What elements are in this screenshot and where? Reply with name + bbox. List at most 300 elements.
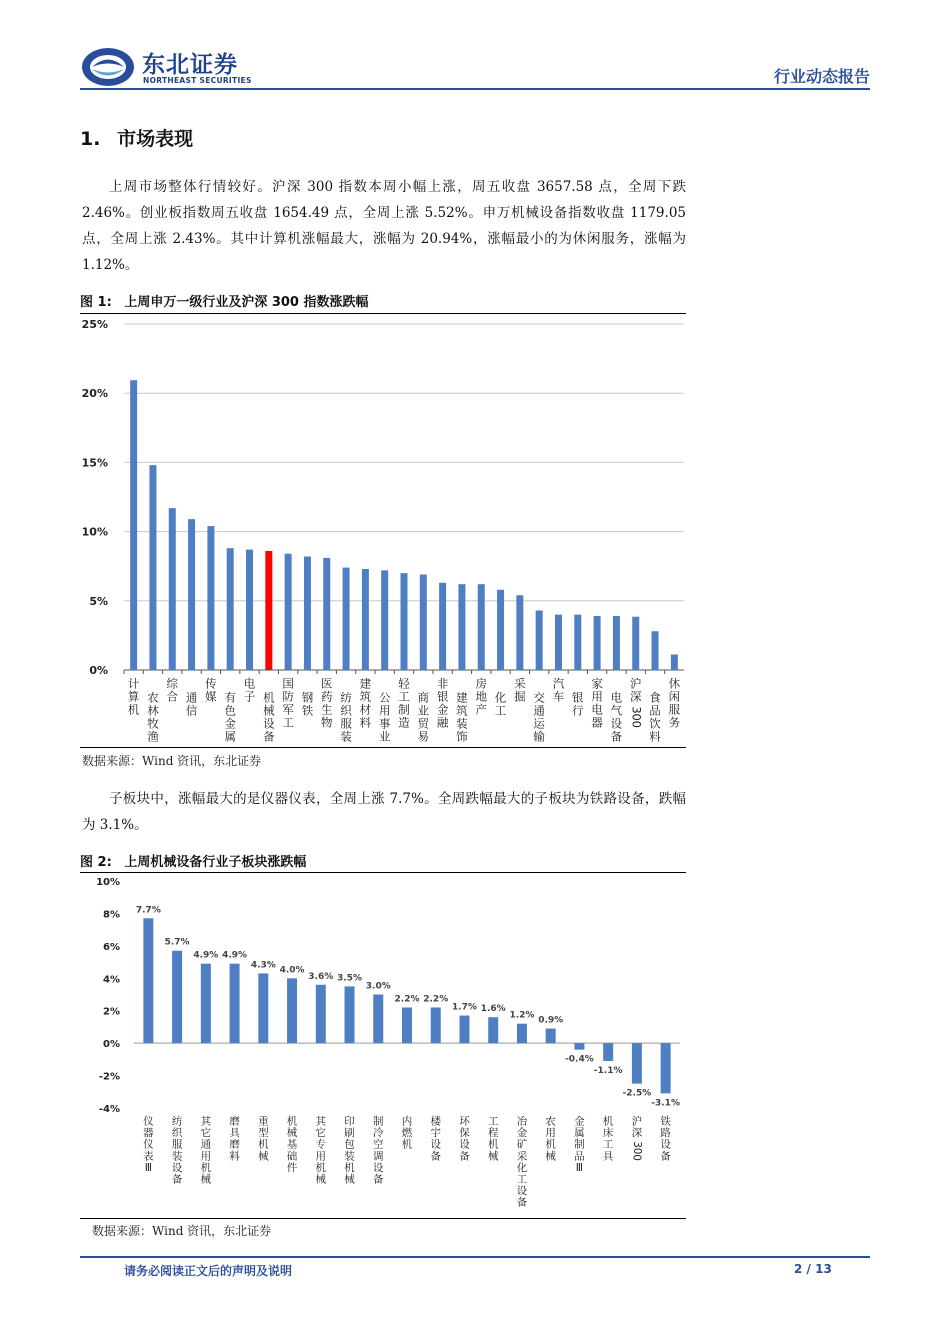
figure1-top-rule	[80, 313, 686, 314]
svg-text:工: 工	[282, 715, 294, 730]
x-tick-label	[459, 1116, 470, 1163]
svg-text:制: 制	[373, 1115, 384, 1128]
svg-text:筑: 筑	[359, 689, 372, 704]
paragraph-market: 上周市场整体行情较好。沪深 300 指数本周小幅上涨，周五收盘 3657.58 点，全周下跌 2.46%。创业板指数周五收盘 1654.49 点，全周上涨 5.52%。申万机械设备指数收盘 1179.05 点，全周上涨 2.43%。其中计算机涨幅最大，涨幅为 20.94%，涨幅最小的为休闲服务，涨幅为 1.12%。	[82, 179, 686, 273]
svg-text:务: 务	[668, 715, 681, 730]
bar	[143, 918, 153, 1043]
svg-text:材: 材	[359, 702, 372, 717]
svg-text:服: 服	[340, 716, 352, 731]
svg-text:机: 机	[602, 1115, 614, 1128]
svg-text:内: 内	[401, 1115, 413, 1128]
figure2-top-rule	[80, 872, 686, 873]
figure2-caption	[80, 851, 306, 870]
bar	[287, 978, 297, 1043]
svg-text:化: 化	[516, 1161, 528, 1174]
svg-text:计: 计	[127, 676, 140, 691]
svg-text:调: 调	[373, 1150, 384, 1163]
svg-text:国: 国	[282, 676, 294, 691]
svg-text:信: 信	[185, 703, 198, 718]
page-number: 2 / 13	[794, 1262, 832, 1276]
svg-text:饮: 饮	[649, 716, 661, 731]
svg-text:包: 包	[344, 1138, 355, 1151]
svg-text:备: 备	[660, 1150, 671, 1163]
bar	[130, 380, 137, 670]
svg-text:装: 装	[171, 1150, 183, 1163]
svg-text:属: 属	[224, 729, 236, 744]
svg-text:属: 属	[574, 1127, 585, 1140]
bar	[613, 616, 620, 670]
header	[0, 0, 950, 95]
svg-text:有: 有	[224, 690, 236, 705]
x-tick-label	[660, 1115, 671, 1163]
y-tick-label: 20%	[81, 387, 108, 401]
svg-text:房: 房	[475, 676, 487, 691]
svg-text:事: 事	[378, 716, 391, 731]
svg-text:饰: 饰	[456, 729, 468, 744]
svg-text:金: 金	[516, 1127, 528, 1140]
y-tick-label: 10%	[81, 525, 108, 539]
logo-text: 东北证券	[142, 52, 238, 78]
svg-text:农: 农	[545, 1115, 556, 1128]
bar	[345, 986, 355, 1043]
svg-text:器: 器	[143, 1127, 154, 1140]
svg-text:Ⅲ: Ⅲ	[144, 1161, 152, 1174]
bar	[207, 526, 214, 670]
svg-text:传: 传	[205, 676, 217, 691]
svg-text:综: 综	[166, 676, 179, 691]
x-tick-label	[629, 677, 643, 728]
bar	[574, 1043, 584, 1049]
footer-divider	[80, 1256, 870, 1258]
bar	[201, 964, 211, 1043]
svg-text:机: 机	[200, 1161, 212, 1174]
figure1-label: 图 1:	[80, 295, 112, 310]
svg-text:行: 行	[572, 703, 584, 718]
x-tick-label	[287, 1115, 298, 1174]
x-tick-label	[533, 691, 545, 744]
bar	[265, 551, 272, 670]
data-label: 5.7%	[164, 937, 190, 948]
data-label: 4.9%	[193, 950, 219, 961]
footer-disclaimer: 请务必阅读正文后的声明及说明	[124, 1264, 293, 1278]
x-tick-label	[302, 691, 314, 718]
svg-text:建: 建	[359, 676, 372, 691]
data-label: -1.1%	[593, 1065, 623, 1076]
subsector-bar-chart	[80, 874, 686, 1218]
svg-text:用: 用	[545, 1127, 556, 1140]
svg-text:纺: 纺	[340, 690, 352, 705]
svg-text:算: 算	[127, 689, 140, 704]
svg-text:药: 药	[321, 689, 333, 704]
svg-text:金: 金	[224, 716, 236, 731]
y-tick-label: 15%	[81, 456, 108, 470]
x-tick-label	[128, 677, 140, 717]
bar	[230, 964, 240, 1043]
figure2-bottom-rule	[80, 1218, 686, 1219]
figure2-source: 数据来源：Wind 资讯，东北证券	[92, 1224, 272, 1238]
svg-text:其: 其	[315, 1115, 327, 1128]
svg-text:掘: 掘	[514, 689, 526, 704]
svg-text:机: 机	[127, 702, 140, 717]
svg-text:空: 空	[373, 1138, 384, 1151]
x-tick-label	[611, 691, 623, 744]
svg-text:械: 械	[263, 703, 275, 718]
svg-text:0: 0	[630, 1147, 643, 1155]
svg-text:械: 械	[344, 1173, 355, 1186]
x-tick-label	[282, 677, 294, 730]
svg-text:机: 机	[344, 1161, 355, 1174]
svg-text:化: 化	[494, 690, 507, 705]
x-tick-label	[321, 677, 333, 730]
svg-text:军: 军	[282, 702, 294, 717]
bar	[546, 1029, 556, 1044]
svg-text:械: 械	[200, 1173, 212, 1186]
bar	[431, 1007, 441, 1043]
svg-text:牧: 牧	[147, 716, 159, 731]
x-tick-label	[545, 1115, 556, 1163]
svg-text:车: 车	[552, 689, 565, 704]
svg-text:机: 机	[263, 690, 275, 705]
svg-text:物: 物	[321, 715, 333, 730]
bar	[632, 617, 639, 670]
svg-text:通: 通	[533, 703, 545, 718]
svg-text:建: 建	[456, 690, 468, 705]
svg-text:合: 合	[166, 689, 179, 704]
svg-text:制: 制	[574, 1138, 585, 1151]
bar	[362, 569, 369, 670]
svg-text:工: 工	[516, 1173, 528, 1186]
bar	[420, 575, 427, 670]
svg-text:设: 设	[459, 1138, 470, 1151]
bar	[603, 1043, 613, 1061]
x-tick-label	[258, 1115, 269, 1163]
x-tick-label	[229, 1115, 240, 1163]
svg-text:用: 用	[591, 689, 603, 704]
data-label: 1.7%	[451, 1002, 477, 1013]
header-divider	[80, 88, 870, 90]
svg-text:生: 生	[321, 702, 333, 717]
svg-text:程: 程	[487, 1127, 499, 1140]
bar	[373, 995, 383, 1044]
svg-text:织: 织	[340, 703, 352, 718]
logo-subtext: NORTHEAST SECURITIES	[143, 76, 252, 85]
bar	[632, 1043, 642, 1084]
svg-text:表: 表	[143, 1150, 154, 1163]
svg-text:运: 运	[533, 716, 545, 731]
svg-text:楼: 楼	[430, 1115, 441, 1128]
bar	[574, 615, 581, 670]
svg-text:仪: 仪	[143, 1115, 154, 1128]
svg-text:械: 械	[545, 1150, 556, 1163]
svg-text:品: 品	[649, 703, 661, 718]
svg-text:电: 电	[591, 702, 603, 717]
figure1-bottom-rule	[80, 747, 686, 748]
bar	[246, 550, 253, 670]
x-tick-label	[205, 677, 217, 704]
svg-text:装: 装	[456, 716, 468, 731]
svg-text:防: 防	[282, 689, 294, 704]
svg-text:服: 服	[171, 1138, 183, 1151]
x-tick-label	[263, 691, 275, 744]
svg-text:0: 0	[629, 720, 644, 728]
data-label: 2.2%	[394, 994, 420, 1005]
bar	[188, 519, 195, 670]
x-tick-label	[495, 691, 507, 718]
svg-text:业: 业	[378, 729, 391, 744]
svg-text:通: 通	[185, 690, 198, 705]
svg-text:磨: 磨	[229, 1138, 240, 1151]
svg-text:保: 保	[459, 1127, 470, 1140]
svg-text:机: 机	[487, 1138, 499, 1151]
bar	[169, 508, 176, 670]
svg-text:备: 备	[430, 1150, 441, 1163]
svg-text:备: 备	[516, 1196, 528, 1209]
svg-text:机: 机	[545, 1138, 556, 1151]
svg-text:设: 设	[263, 716, 275, 731]
bar	[316, 985, 326, 1043]
svg-text:食: 食	[649, 690, 661, 705]
bar	[343, 568, 350, 670]
y-tick-label: 0%	[89, 664, 108, 677]
y-tick-label: -4%	[98, 1104, 120, 1115]
svg-text:医: 医	[321, 676, 333, 691]
svg-text:地: 地	[475, 689, 487, 704]
industry-bar-chart	[80, 316, 686, 746]
svg-text:其: 其	[200, 1115, 212, 1128]
svg-text:深: 深	[631, 1127, 643, 1140]
bar	[458, 584, 465, 670]
svg-text:料: 料	[229, 1150, 240, 1163]
x-tick-label	[147, 691, 159, 744]
svg-text:银: 银	[436, 689, 449, 704]
data-label: 4.3%	[250, 960, 276, 971]
data-label: 3.6%	[308, 971, 334, 982]
data-label: 3.5%	[337, 973, 363, 984]
figure2-title: 上周机械设备行业子板块涨跌幅	[124, 855, 307, 870]
bar	[555, 615, 562, 670]
svg-text:它: 它	[315, 1127, 327, 1140]
svg-text:宇: 宇	[430, 1127, 441, 1140]
svg-text:它: 它	[200, 1127, 212, 1140]
x-tick-label	[186, 691, 198, 718]
bar	[516, 595, 523, 670]
x-tick-label	[224, 691, 236, 744]
bar	[258, 973, 268, 1043]
bar	[172, 951, 182, 1043]
svg-text:气: 气	[610, 703, 623, 718]
svg-text:工: 工	[494, 703, 507, 718]
bar	[652, 631, 659, 670]
svg-text:用: 用	[315, 1150, 327, 1163]
svg-text:料: 料	[649, 729, 661, 744]
svg-text:燃: 燃	[401, 1127, 413, 1140]
svg-text:机: 机	[315, 1161, 327, 1174]
y-tick-label: 0%	[103, 1039, 120, 1051]
x-tick-label	[603, 1115, 614, 1163]
x-tick-label	[631, 1115, 643, 1161]
svg-text:器: 器	[591, 715, 603, 730]
svg-text:装: 装	[344, 1150, 355, 1163]
bar	[401, 573, 408, 670]
svg-text:工: 工	[602, 1138, 614, 1151]
y-tick-label: 10%	[96, 877, 120, 888]
bar	[381, 570, 388, 670]
svg-text:公: 公	[378, 690, 391, 705]
data-label: -2.5%	[622, 1088, 652, 1099]
section-title: 市场表现	[117, 128, 194, 150]
x-tick-label	[402, 1115, 413, 1151]
svg-text:铁: 铁	[660, 1115, 671, 1128]
x-tick-label	[316, 1116, 327, 1186]
svg-text:农: 农	[147, 690, 159, 705]
bar	[439, 583, 446, 670]
svg-text:休: 休	[668, 676, 681, 691]
figure1-caption	[80, 291, 369, 310]
svg-text:备: 备	[263, 729, 275, 744]
x-tick-label	[517, 1115, 528, 1209]
bar	[661, 1043, 671, 1093]
svg-text:沪: 沪	[631, 1115, 643, 1128]
bar	[478, 584, 485, 670]
bar	[227, 548, 234, 670]
x-tick-label	[143, 1115, 154, 1174]
x-tick-label	[475, 677, 487, 717]
svg-text:设: 设	[610, 716, 623, 731]
report-type: 行业动态报告	[773, 67, 870, 86]
x-tick-label	[572, 691, 584, 718]
data-label: 2.2%	[423, 994, 449, 1005]
bar	[671, 654, 678, 670]
x-tick-label	[456, 691, 468, 744]
x-tick-label	[344, 1115, 355, 1186]
svg-text:产: 产	[475, 702, 487, 717]
svg-text:设: 设	[373, 1161, 384, 1174]
y-tick-label: 25%	[81, 318, 108, 331]
svg-text:床: 床	[602, 1127, 614, 1140]
svg-text:机: 机	[258, 1138, 269, 1151]
svg-text:织: 织	[171, 1127, 183, 1140]
svg-text:装: 装	[340, 729, 352, 744]
y-tick-label: -2%	[98, 1071, 120, 1083]
data-label: 1.6%	[480, 1004, 506, 1015]
section-heading	[80, 124, 193, 151]
x-tick-label	[669, 677, 681, 730]
svg-text:电: 电	[243, 676, 256, 691]
svg-text:轻: 轻	[398, 676, 410, 691]
svg-text:机: 机	[286, 1115, 298, 1128]
svg-text:备: 备	[459, 1150, 470, 1163]
svg-text:融: 融	[436, 715, 449, 730]
svg-text:造: 造	[398, 715, 410, 730]
svg-text:制: 制	[398, 702, 410, 717]
svg-text:易: 易	[417, 729, 430, 744]
svg-text:闲: 闲	[668, 689, 681, 704]
x-tick-label	[172, 1115, 183, 1186]
svg-text:刷: 刷	[344, 1127, 355, 1140]
figure2-label: 图 2:	[80, 855, 112, 870]
svg-text:重: 重	[258, 1115, 269, 1128]
y-tick-label: 6%	[103, 941, 120, 953]
svg-text:采: 采	[514, 676, 526, 691]
x-tick-label	[418, 691, 430, 744]
svg-text:商: 商	[417, 690, 430, 705]
x-tick-label	[379, 691, 391, 744]
x-tick-label	[591, 677, 603, 730]
svg-text:筑: 筑	[456, 703, 468, 718]
svg-text:械: 械	[487, 1150, 499, 1163]
svg-text:件: 件	[286, 1161, 298, 1174]
svg-text:3: 3	[629, 706, 644, 714]
svg-text:品: 品	[574, 1150, 585, 1163]
svg-text:环: 环	[459, 1115, 470, 1128]
y-tick-label: 5%	[89, 594, 108, 608]
x-tick-label	[167, 677, 179, 704]
svg-text:础: 础	[286, 1150, 298, 1163]
svg-text:路: 路	[660, 1127, 671, 1140]
data-label: -3.1%	[651, 1098, 680, 1109]
x-tick-label	[437, 677, 449, 730]
svg-text:基: 基	[286, 1138, 298, 1151]
svg-text:铁: 铁	[301, 703, 314, 718]
bar	[459, 1016, 469, 1044]
y-tick-label: 8%	[103, 909, 120, 921]
bar	[536, 610, 543, 670]
svg-text:交: 交	[533, 690, 545, 705]
data-label: 4.9%	[222, 950, 248, 961]
data-label: 7.7%	[135, 905, 161, 916]
bar	[285, 554, 292, 670]
svg-text:设: 设	[516, 1185, 528, 1198]
svg-text:备: 备	[373, 1173, 384, 1186]
paragraph-subsector: 子板块中，涨幅最大的是仪器仪表，全周上涨 7.7%。全周跌幅最大的子板块为铁路设备，跌幅为 3.1%。	[82, 791, 686, 833]
svg-text:纺: 纺	[171, 1115, 183, 1128]
bar	[304, 557, 311, 670]
svg-text:子: 子	[243, 689, 256, 704]
data-label: 0.9%	[538, 1015, 564, 1026]
svg-text:仪: 仪	[143, 1138, 154, 1151]
x-tick-label	[514, 677, 526, 704]
y-tick-label: 4%	[103, 974, 120, 986]
data-label: 4.0%	[279, 965, 305, 976]
svg-text:用: 用	[378, 703, 391, 718]
svg-text:银: 银	[572, 690, 584, 705]
svg-text:林: 林	[147, 703, 159, 718]
svg-text:汽: 汽	[552, 676, 565, 691]
figure1-source: 数据来源：Wind 资讯，东北证券	[82, 754, 262, 768]
bar	[402, 1007, 412, 1043]
svg-text:设: 设	[171, 1161, 183, 1174]
svg-text:械: 械	[258, 1150, 269, 1163]
svg-text:专: 专	[315, 1138, 327, 1151]
svg-text:采: 采	[516, 1150, 528, 1163]
svg-text:非: 非	[436, 676, 449, 691]
svg-text:金: 金	[436, 702, 449, 717]
svg-text:料: 料	[359, 715, 372, 730]
data-label: -0.4%	[565, 1054, 594, 1065]
svg-text:金: 金	[574, 1115, 585, 1128]
logo-icon	[80, 46, 136, 88]
svg-text:深: 深	[629, 689, 642, 704]
svg-text:矿: 矿	[516, 1138, 528, 1151]
svg-text:业: 业	[417, 703, 430, 718]
svg-text:冶: 冶	[516, 1115, 528, 1128]
svg-text:媒: 媒	[205, 689, 217, 704]
svg-text:贸: 贸	[417, 716, 430, 731]
svg-text:设: 设	[660, 1138, 671, 1151]
x-tick-label	[360, 677, 372, 730]
svg-text:工: 工	[487, 1115, 499, 1128]
bar	[497, 590, 504, 670]
